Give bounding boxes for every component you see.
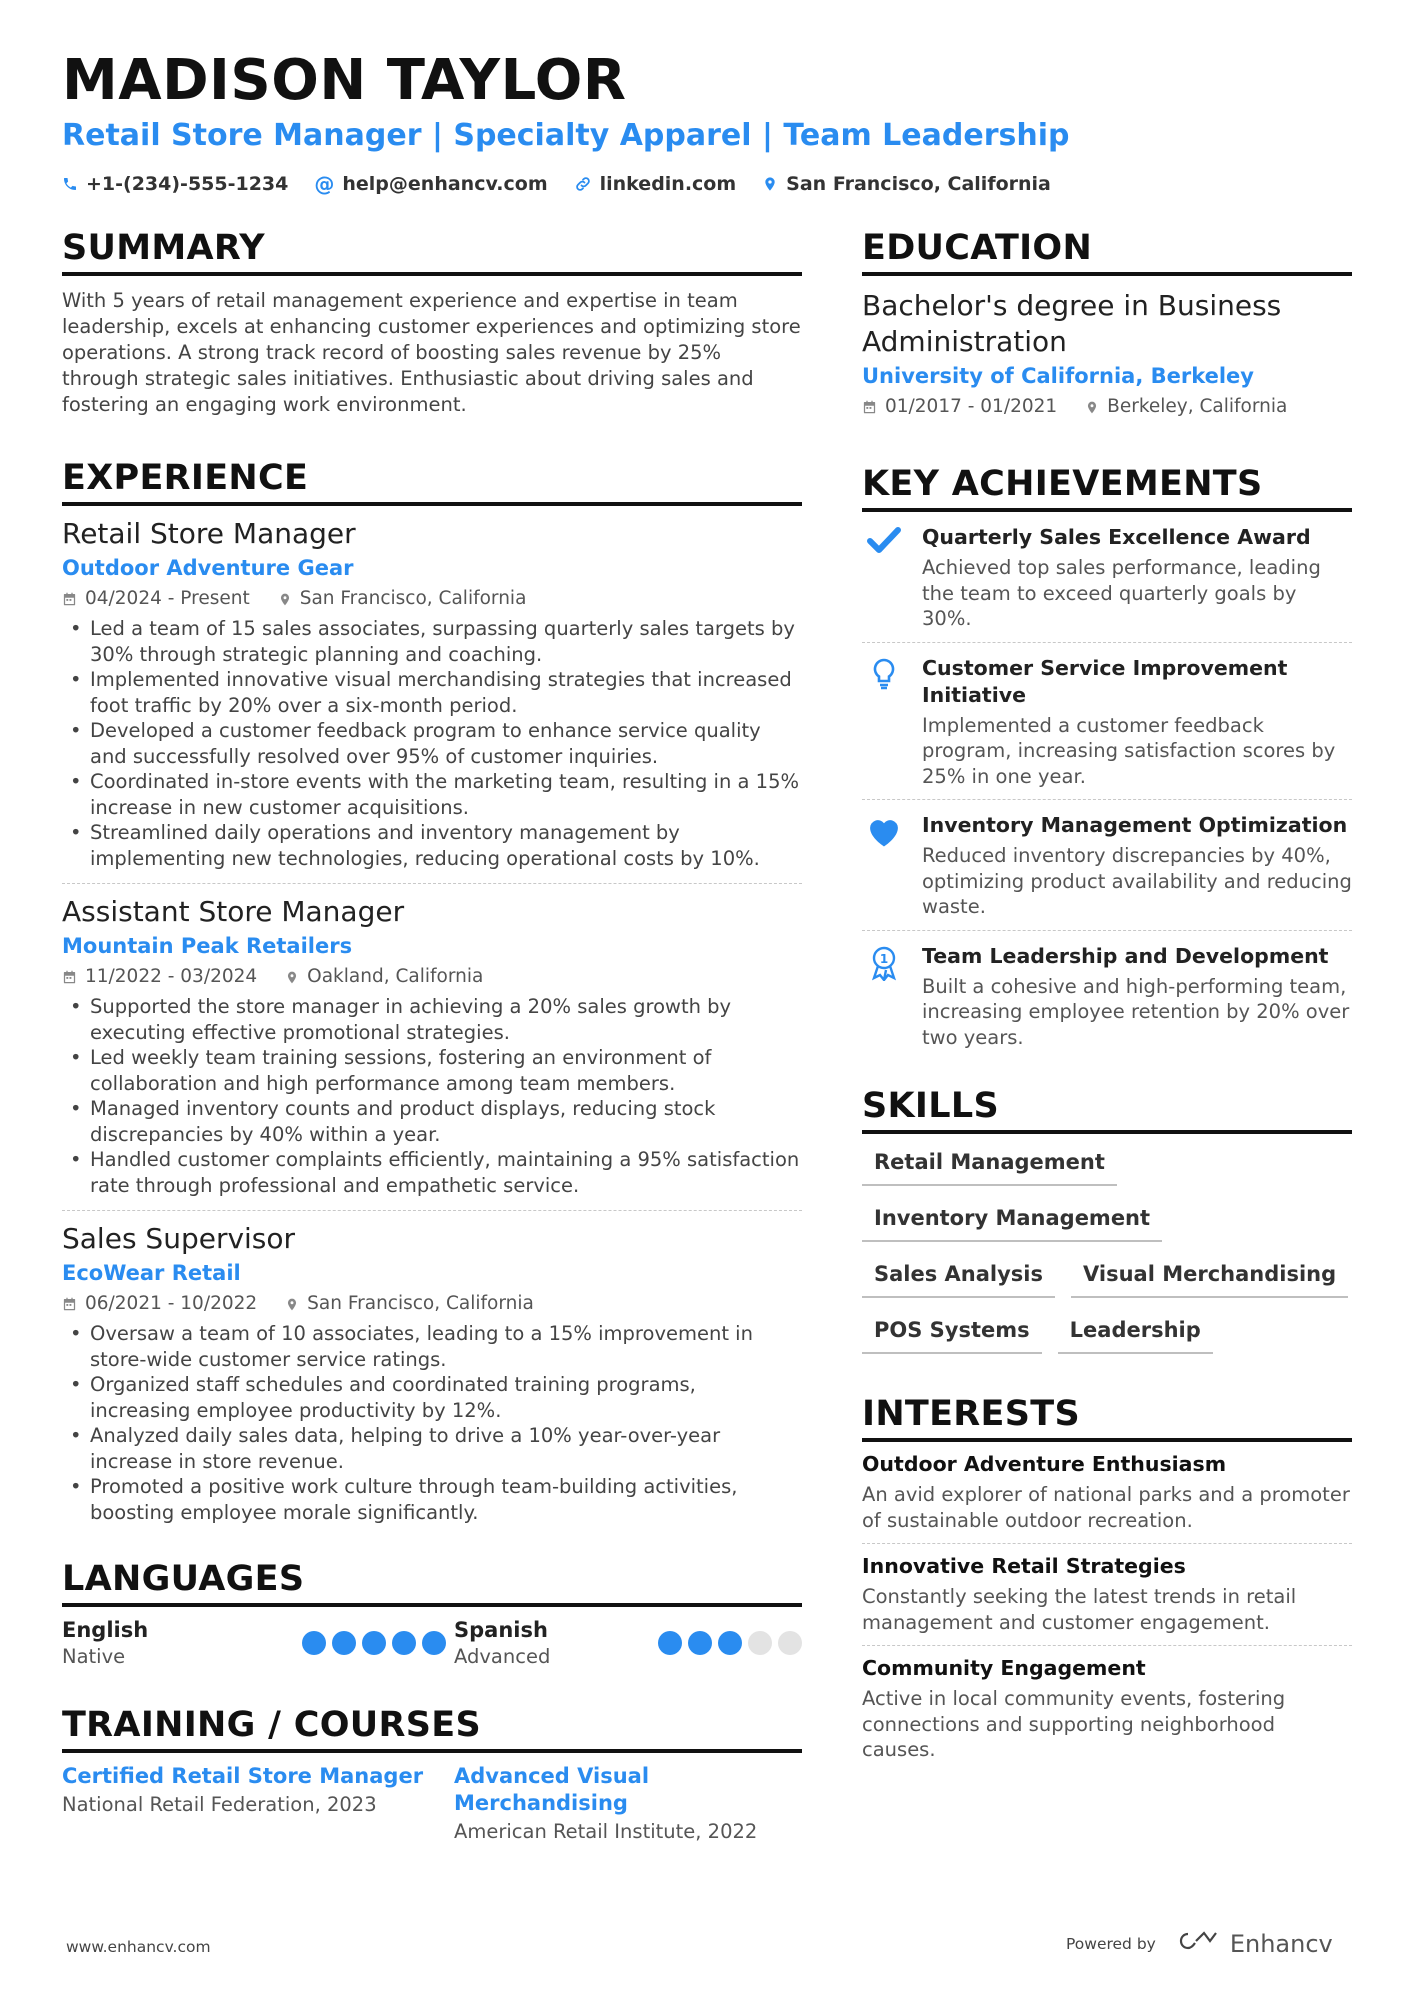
language-text <box>454 1617 550 1671</box>
rating-dot-filled <box>302 1631 326 1655</box>
edu-location-text: Berkeley, California <box>1107 396 1288 417</box>
job-bullet: • Developed a customer feedback program to enhance service quality and successfully resolved over 95% of customer inquiries. <box>62 718 802 769</box>
skill-tag: POS Systems <box>862 1312 1042 1354</box>
footer-website[interactable]: www.enhancv.com <box>66 1938 211 1956</box>
job-bullet: • Promoted a positive work culture through team-building activities, boosting employee morale significantly. <box>62 1474 802 1525</box>
job-bullet: • Led a team of 15 sales associates, surpassing quarterly sales targets by 30% through strategic planning and coaching. <box>62 616 802 667</box>
contact-bar <box>62 172 1051 196</box>
job-meta <box>62 584 802 614</box>
job-location-text: San Francisco, California <box>299 588 527 609</box>
course-list <box>62 1763 802 1847</box>
interest-desc: Active in local community events, fostering connections and supporting neighborhood causes. <box>862 1687 1286 1761</box>
interest-list <box>862 1442 1352 1773</box>
job-company[interactable]: EcoWear Retail <box>62 1261 241 1285</box>
job-bullet: • Supported the store manager in achieving a 20% sales growth by executing effective promotional strategies. <box>62 994 802 1045</box>
job-title: Assistant Store Manager <box>62 895 405 928</box>
job-bullet: • Streamlined daily operations and inventory management by implementing new technologies, reducing operational costs by 10%. <box>62 820 802 871</box>
award-ribbon-icon <box>862 943 906 1051</box>
skill-tag: Leadership <box>1058 1312 1213 1354</box>
course-provider: National Retail Federation, 2023 <box>62 1793 377 1816</box>
achievement-item <box>862 930 1352 1061</box>
job-bullet: • Implemented innovative visual merchandising strategies that increased foot traffic by 20% over a six-month period. <box>62 667 802 718</box>
experience-heading: EXPERIENCE <box>62 458 802 506</box>
experience-section <box>62 458 802 1537</box>
interest-title: Community Engagement <box>862 1656 1146 1680</box>
contact-location <box>762 172 1051 196</box>
course-title[interactable]: Certified Retail Store Manager <box>62 1764 424 1788</box>
interest-desc: An avid explorer of national parks and a promoter of sustainable outdoor recreation. <box>862 1483 1350 1532</box>
interests-heading: INTERESTS <box>862 1394 1352 1442</box>
job-dates <box>62 1289 257 1319</box>
achievement-body <box>922 943 1352 1051</box>
job-title: Retail Store Manager <box>62 517 356 550</box>
interest-title: Outdoor Adventure Enthusiasm <box>862 1452 1227 1476</box>
job-bullet: • Led weekly team training sessions, fostering an environment of collaboration and high performance among team members. <box>62 1045 802 1096</box>
location-pin-icon <box>285 1296 299 1313</box>
job-bullet: • Analyzed daily sales data, helping to drive a 10% year-over-year increase in store revenue. <box>62 1423 802 1474</box>
left-column <box>62 228 802 1847</box>
location-pin-icon <box>1085 399 1099 416</box>
rating-dot-filled <box>718 1631 742 1655</box>
training-section <box>62 1705 802 1847</box>
rating-dot-empty <box>778 1631 802 1655</box>
interest-title: Innovative Retail Strategies <box>862 1554 1186 1578</box>
achievement-list <box>862 512 1352 1060</box>
interest-item <box>862 1442 1352 1543</box>
right-column <box>862 228 1352 1773</box>
achievement-item <box>862 512 1352 642</box>
job-location <box>278 584 527 614</box>
job-bullet: • Organized staff schedules and coordinated training programs, increasing employee productivity by 12%. <box>62 1372 802 1423</box>
achievement-body <box>922 812 1352 920</box>
job-dates-text: 04/2024 - Present <box>85 588 250 609</box>
interest-item <box>862 1543 1352 1645</box>
summary-text: With 5 years of retail management experience and expertise in team leadership, excels at enhancing customer experiences and optimizing store operations. A strong track record of boosting sales revenue by 25% through strategic sales initiatives. Enthusiastic about driving sales and fostering an engaging work environment. <box>62 289 801 416</box>
location-text: San Francisco, California <box>786 173 1051 195</box>
job-location-text: Oakland, California <box>307 966 484 987</box>
languages-section <box>62 1559 802 1671</box>
job-meta <box>62 1289 802 1319</box>
job-meta <box>62 962 802 992</box>
at-sign-icon: @ <box>314 172 335 196</box>
achievements-section <box>862 464 1352 1060</box>
contact-email[interactable] <box>314 172 547 196</box>
achievement-title: Team Leadership and Development <box>922 943 1329 968</box>
rating-dot-filled <box>332 1631 356 1655</box>
achievement-desc: Built a cohesive and high-performing team, increasing employee retention by 20% over two years. <box>922 974 1350 1049</box>
skills-section <box>862 1086 1352 1368</box>
course-provider: American Retail Institute, 2022 <box>454 1820 758 1843</box>
job-dates-text: 11/2022 - 03/2024 <box>85 966 258 987</box>
candidate-name: MADISON TAYLOR <box>62 48 627 113</box>
rating-dot-filled <box>658 1631 682 1655</box>
job-bullet: • Oversaw a team of 10 associates, leading to a 15% improvement in store-wide customer service ratings. <box>62 1321 802 1372</box>
achievement-body <box>922 655 1352 790</box>
course-item <box>454 1763 802 1847</box>
skill-tag: Sales Analysis <box>862 1256 1055 1298</box>
job-location <box>285 1289 534 1319</box>
skill-tag: Visual Merchandising <box>1071 1256 1348 1298</box>
achievement-body <box>922 524 1352 632</box>
job-dates-text: 06/2021 - 10/2022 <box>85 1293 258 1314</box>
job-bullet: • Coordinated in-store events with the marketing team, resulting in a 15% increase in new customer acquisitions. <box>62 769 802 820</box>
brand-logo[interactable] <box>1178 1930 1333 1958</box>
course-item <box>62 1763 454 1847</box>
powered-by-label: Powered by <box>1066 1935 1156 1953</box>
summary-section <box>62 228 802 418</box>
job-entry <box>62 1210 802 1537</box>
language-level: Native <box>62 1645 126 1668</box>
language-name: Spanish <box>454 1618 548 1642</box>
job-bullets <box>62 994 802 1198</box>
skill-list <box>862 1144 1352 1368</box>
skill-tag: Retail Management <box>862 1144 1117 1186</box>
footer-branding <box>1066 1930 1333 1958</box>
training-heading: TRAINING / COURSES <box>62 1705 802 1753</box>
language-text <box>62 1617 148 1671</box>
phone-icon <box>62 176 78 192</box>
edu-dates-text: 01/2017 - 01/2021 <box>885 396 1058 417</box>
job-entry <box>62 506 802 883</box>
language-rating <box>302 1631 446 1655</box>
languages-heading: LANGUAGES <box>62 1559 802 1607</box>
calendar-icon <box>62 591 77 607</box>
infinity-logo-icon <box>1178 1930 1220 1958</box>
language-item <box>62 1617 454 1671</box>
location-pin-icon <box>285 969 299 986</box>
rating-dot-filled <box>392 1631 416 1655</box>
calendar-icon <box>62 1296 77 1312</box>
course-title[interactable]: Advanced Visual Merchandising <box>454 1764 650 1815</box>
job-bullet: • Managed inventory counts and product displays, reducing stock discrepancies by 40% within a year. <box>62 1096 802 1147</box>
contact-phone[interactable] <box>62 172 288 196</box>
job-title: Sales Supervisor <box>62 1222 296 1255</box>
heart-icon <box>862 812 906 920</box>
interest-desc: Constantly seeking the latest trends in retail management and customer engagement. <box>862 1585 1297 1634</box>
job-location <box>285 962 483 992</box>
headline: Retail Store Manager | Specialty Apparel | Team Leadership <box>62 118 1070 153</box>
job-bullet: • Handled customer complaints efficiently, maintaining a 95% satisfaction rate through professional and empathetic service. <box>62 1147 802 1198</box>
language-list <box>62 1617 802 1671</box>
skills-heading: SKILLS <box>862 1086 1352 1134</box>
job-location-text: San Francisco, California <box>307 1293 534 1314</box>
summary-heading: SUMMARY <box>62 228 802 276</box>
email-text: help@enhancv.com <box>342 173 548 195</box>
calendar-icon <box>862 399 877 415</box>
job-bullets <box>62 1321 802 1525</box>
achievements-heading: KEY ACHIEVEMENTS <box>862 464 1352 512</box>
achievement-title: Customer Service Improvement Initiative <box>922 655 1288 707</box>
rating-dot-filled <box>362 1631 386 1655</box>
achievement-desc: Achieved top sales performance, leading the team to exceed quarterly goals by 30%. <box>922 556 1321 630</box>
achievement-item <box>862 799 1352 930</box>
language-rating <box>658 1631 802 1655</box>
achievement-item <box>862 642 1352 800</box>
job-company[interactable]: Mountain Peak Retailers <box>62 934 353 958</box>
rating-dot-filled <box>688 1631 712 1655</box>
job-dates <box>62 584 250 614</box>
contact-linkedin[interactable] <box>574 172 737 196</box>
skill-tag: Inventory Management <box>862 1200 1162 1242</box>
education-heading: EDUCATION <box>862 228 1352 276</box>
location-pin-icon <box>762 175 778 193</box>
location-pin-icon <box>278 591 292 608</box>
job-list <box>62 506 802 1537</box>
job-bullets <box>62 616 802 871</box>
job-company[interactable]: Outdoor Adventure Gear <box>62 556 354 580</box>
edu-degree: Bachelor's degree in Business Administration <box>862 289 1282 358</box>
job-dates <box>62 962 257 992</box>
rating-dot-empty <box>748 1631 772 1655</box>
rating-dot-filled <box>422 1631 446 1655</box>
edu-meta <box>862 392 1352 422</box>
brand-name: Enhancv <box>1229 1930 1333 1958</box>
checkmark-icon <box>862 524 906 632</box>
edu-dates <box>862 392 1057 422</box>
calendar-icon <box>62 969 77 985</box>
achievement-desc: Implemented a customer feedback program, increasing satisfaction scores by 25% in one year. <box>922 713 1336 788</box>
language-name: English <box>62 1618 149 1642</box>
language-level: Advanced <box>454 1645 551 1668</box>
link-icon <box>574 175 592 193</box>
achievement-title: Inventory Management Optimization <box>922 813 1348 837</box>
phone-text: +1-(234)-555-1234 <box>86 173 289 195</box>
edu-school: University of California, Berkeley <box>862 364 1254 388</box>
education-section <box>862 228 1352 422</box>
achievement-title: Quarterly Sales Excellence Award <box>922 525 1311 549</box>
language-item <box>454 1617 802 1671</box>
svg-text:1: 1 <box>879 951 889 966</box>
linkedin-text: linkedin.com <box>599 173 737 195</box>
job-entry <box>62 883 802 1210</box>
lightbulb-icon <box>862 655 906 790</box>
edu-location <box>1085 392 1287 422</box>
interest-item <box>862 1645 1352 1773</box>
achievement-desc: Reduced inventory discrepancies by 40%, optimizing product availability and reducing waste. <box>922 844 1352 918</box>
interests-section <box>862 1394 1352 1773</box>
